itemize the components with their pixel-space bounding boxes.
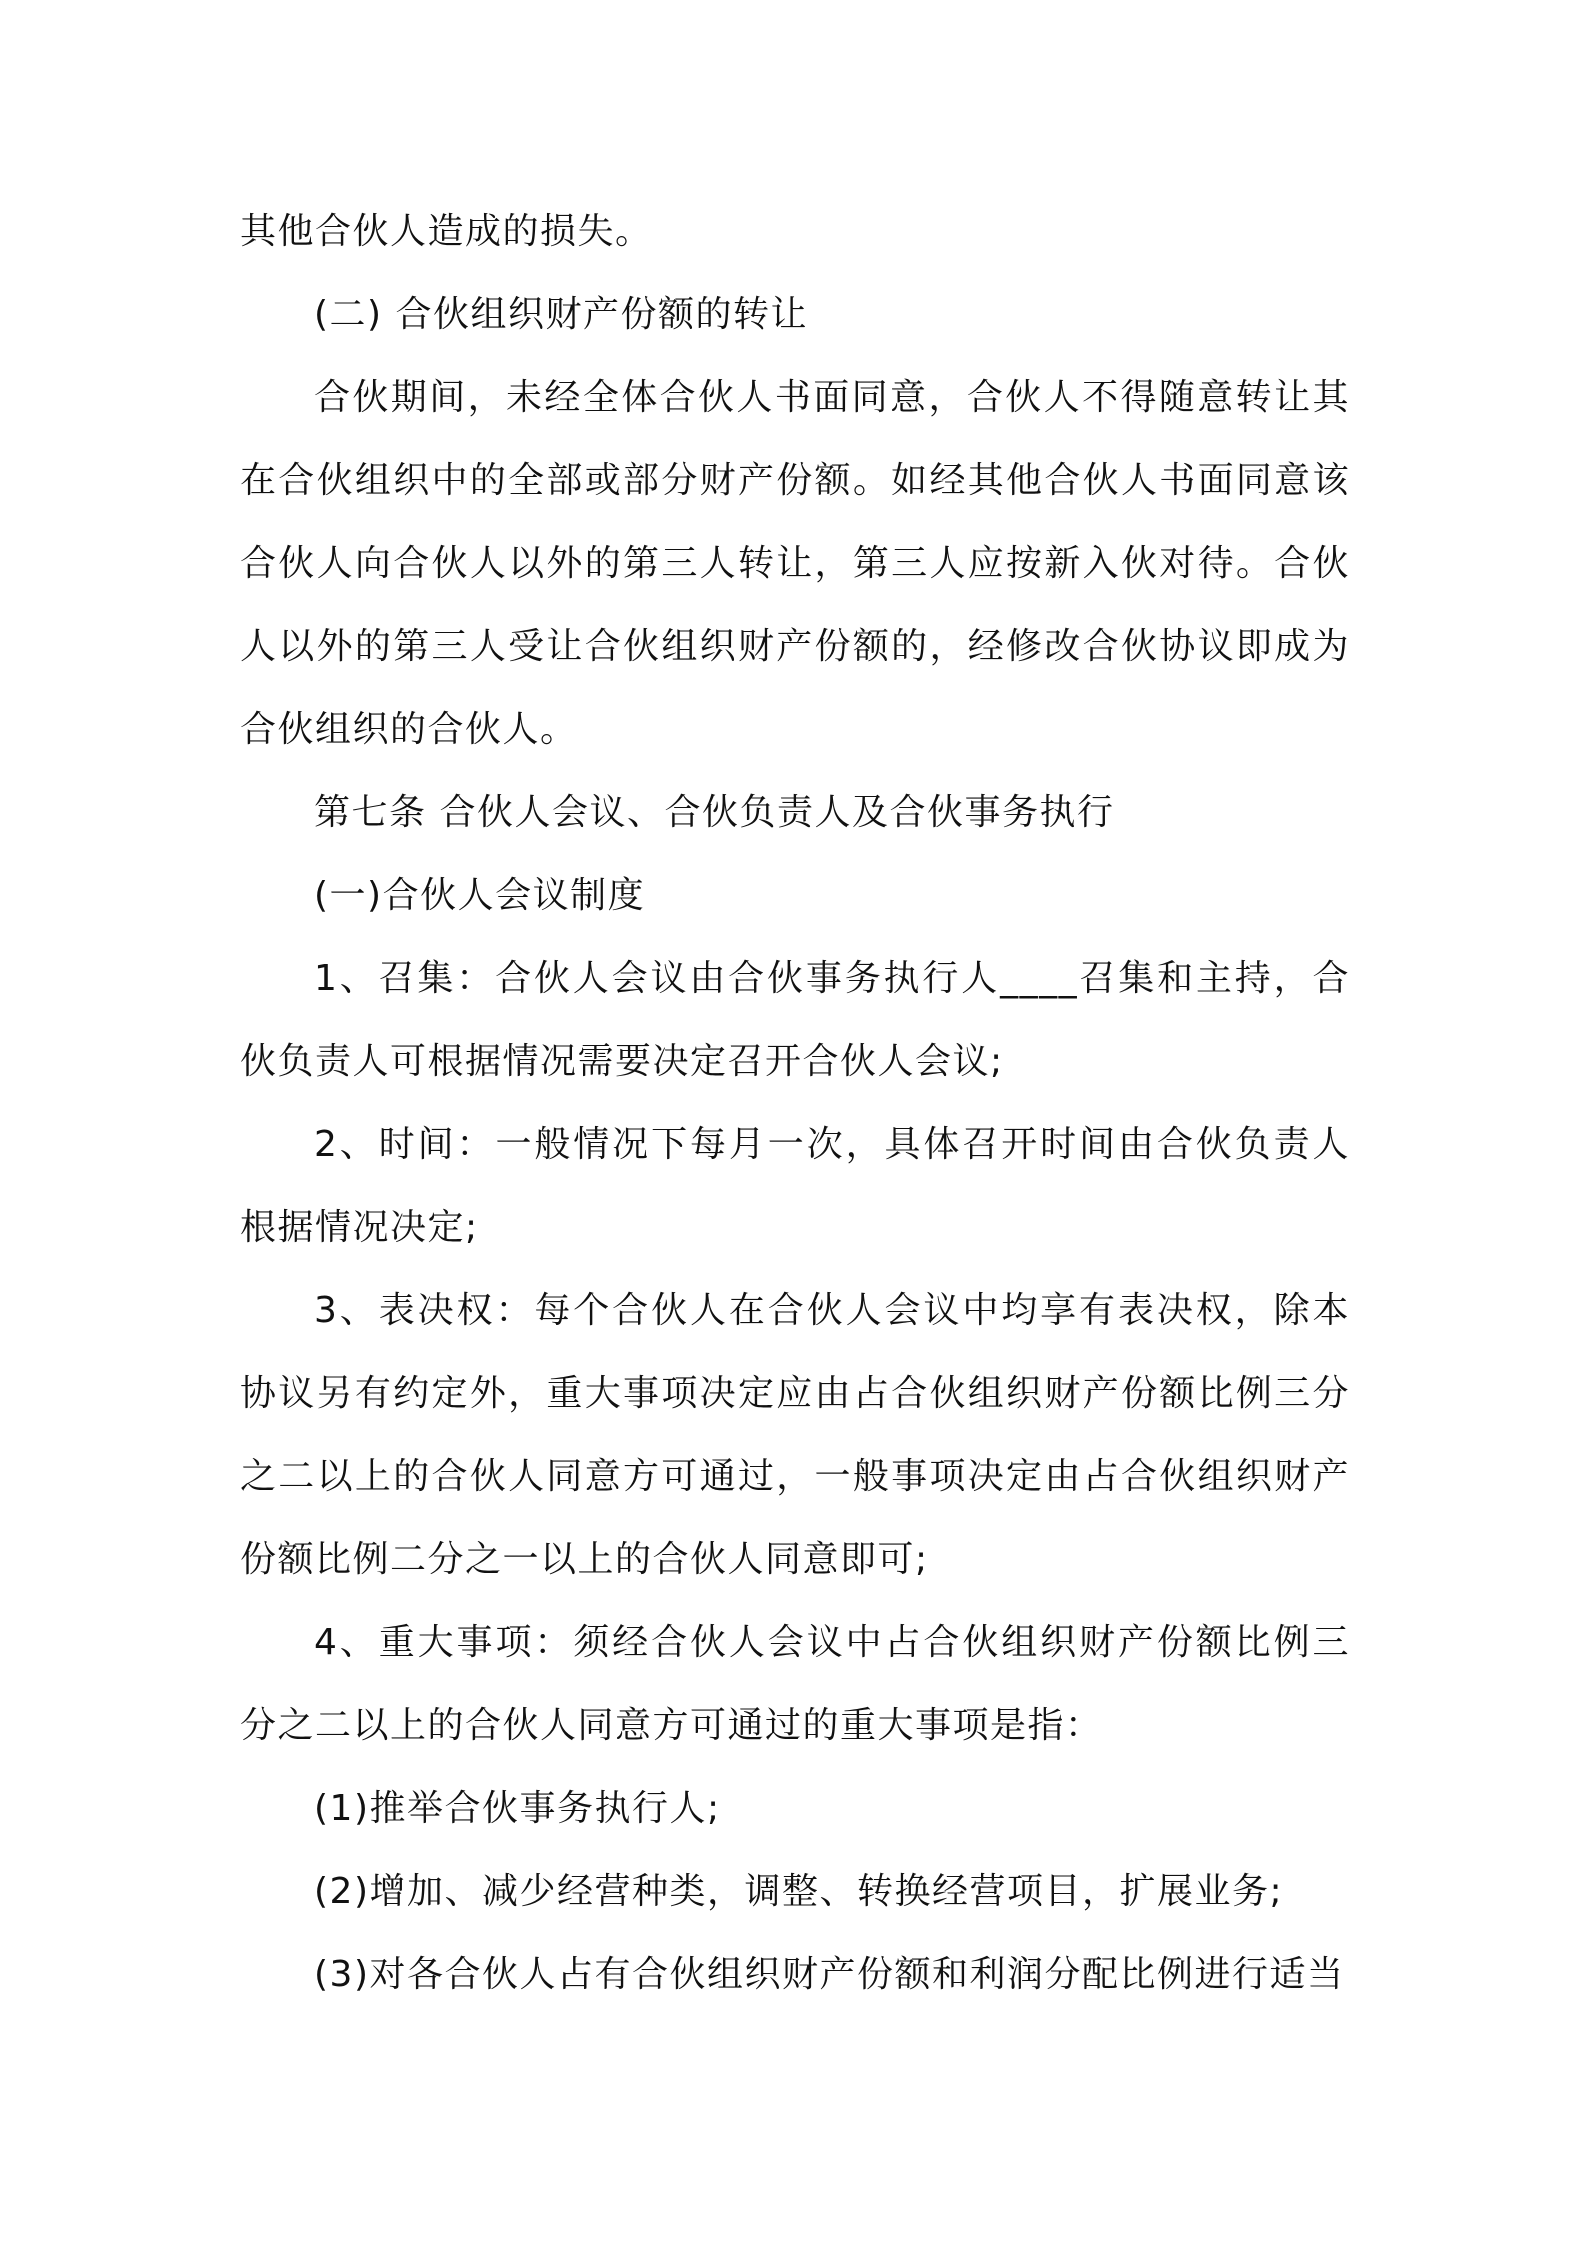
- paragraph-share-transfer: 合伙期间，未经全体合伙人书面同意，合伙人不得随意转让其在合伙组织中的全部或部分财产份额。如经其他合伙人书面同意该合伙人向合伙人以外的第三人转让，第三人应按新入伙对待。合伙人以外的第三人受让合伙组织财产份额的，经修改合伙协议即成为合伙组织的合伙人。: [240, 377, 1350, 750]
- article-heading-seven: 第七条 合伙人会议、合伙负责人及合伙事务执行: [314, 792, 1115, 833]
- clause-convening: 1、召集：合伙人会议由合伙事务执行人____召集和主持，合伙负责人可根据情况需要决定召开合伙人会议;: [240, 958, 1350, 1082]
- section-heading-share-transfer: (二) 合伙组织财产份额的转让: [314, 294, 809, 335]
- clause-voting-rights: 3、表决权：每个合伙人在合伙人会议中均享有表决权，除本协议另有约定外，重大事项决定应由占合伙组织财产份额比例三分之二以上的合伙人同意方可通过，一般事项决定由占合伙组织财产份额比例二分之一以上的合伙人同意即可;: [240, 1290, 1350, 1580]
- clause-time: 2、时间：一般情况下每月一次，具体召开时间由合伙负责人根据情况决定;: [240, 1124, 1350, 1248]
- list-item-1: (1)推举合伙事务执行人;: [314, 1788, 721, 1829]
- list-item-3: (3)对各合伙人占有合伙组织财产份额和利润分配比例进行适当: [314, 1954, 1345, 1995]
- document-body: [240, 190, 1350, 2016]
- paragraph-loss-continuation: 其他合伙人造成的损失。: [240, 211, 653, 252]
- section-heading-meeting-system: (一)合伙人会议制度: [314, 875, 646, 916]
- clause-major-matters: 4、重大事项：须经合伙人会议中占合伙组织财产份额比例三分之二以上的合伙人同意方可通过的重大事项是指：: [240, 1622, 1350, 1746]
- list-item-2: (2)增加、减少经营种类，调整、转换经营项目，扩展业务;: [314, 1871, 1284, 1912]
